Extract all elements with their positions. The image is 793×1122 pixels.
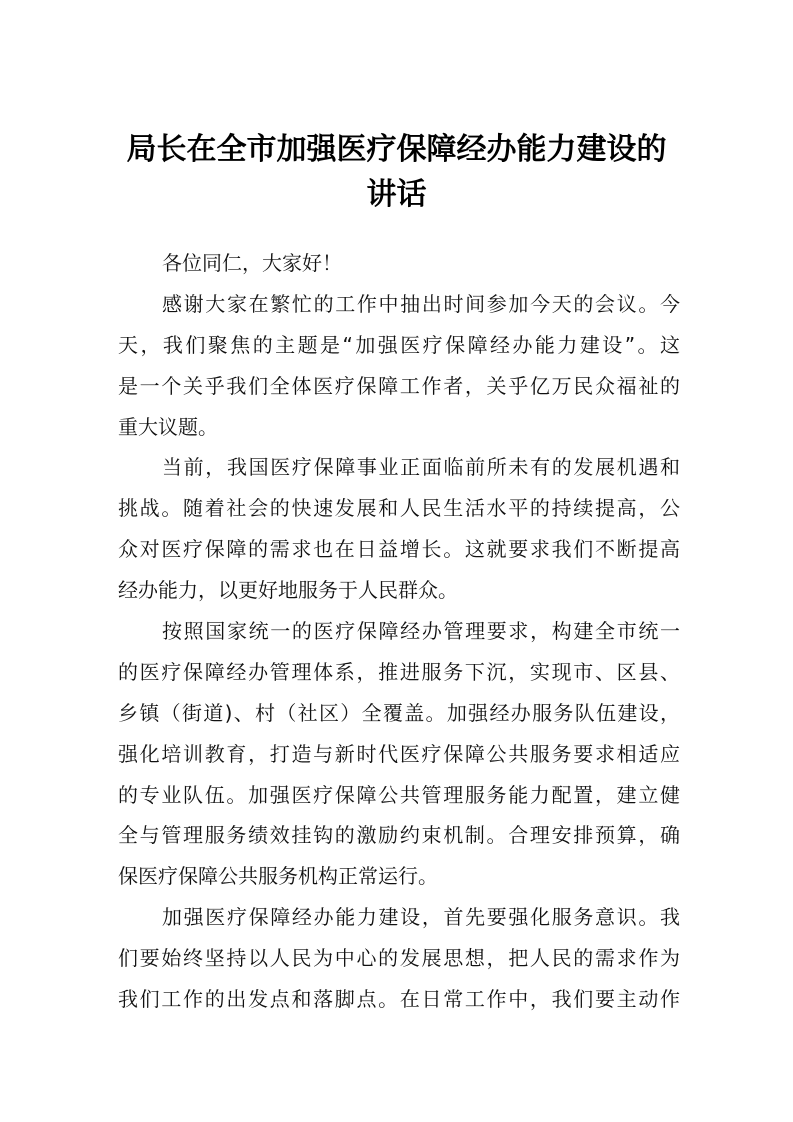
- document-body: [118, 243, 680, 1020]
- paragraph-line: 是一个关乎我们全体医疗保障工作者，关乎亿万民众福祉的: [118, 373, 680, 398]
- paragraph-line: 重大议题。: [118, 414, 218, 439]
- paragraph-line: 全与管理服务绩效挂钩的激励约束机制。合理安排预算，确: [118, 823, 680, 848]
- paragraph-line: 各位同仁，大家好！: [162, 251, 342, 275]
- paragraph: [118, 243, 680, 284]
- paragraph-line: 加强医疗保障经办能力建设，首先要强化服务意识。我: [162, 905, 680, 930]
- paragraph: [118, 284, 680, 448]
- paragraph-line: 我们工作的出发点和落脚点。在日常工作中，我们要主动作: [118, 987, 680, 1012]
- paragraph-line: 感谢大家在繁忙的工作中抽出时间参加今天的会议。今: [162, 291, 680, 316]
- title-line: 讲话: [366, 177, 427, 212]
- paragraph-line: 众对医疗保障的需求也在日益增长。这就要求我们不断提高: [118, 537, 680, 562]
- paragraph-line: 经办能力，以更好地服务于人民群众。: [118, 578, 458, 603]
- paragraph-line: 的专业队伍。加强医疗保障公共管理服务能力配置，建立健: [118, 782, 680, 807]
- title-line: 局长在全市加强医疗保障经办能力建设的: [126, 132, 667, 167]
- paragraph-line: 强化培训教育，打造与新时代医疗保障公共服务要求相适应: [118, 741, 680, 766]
- paragraph: [118, 897, 680, 1020]
- paragraph-line: 乡镇（街道)、村（社区）全覆盖。加强经办服务队伍建设，: [118, 700, 680, 725]
- paragraph: [118, 447, 680, 611]
- paragraph: [118, 611, 680, 897]
- paragraph-line: 保医疗保障公共服务机构正常运行。: [118, 864, 438, 889]
- paragraph-line: 按照国家统一的医疗保障经办管理要求，构建全市统一: [162, 619, 680, 644]
- paragraph-line: 们要始终坚持以人民为中心的发展思想，把人民的需求作为: [118, 946, 680, 971]
- paragraph-line: 当前，我国医疗保障事业正面临前所未有的发展机遇和: [162, 455, 680, 480]
- document-title: [110, 128, 683, 218]
- paragraph-line: 天，我们聚焦的主题是“加强医疗保障经办能力建设”。这: [118, 332, 680, 357]
- paragraph-line: 挑战。随着社会的快速发展和人民生活水平的持续提高，公: [118, 496, 680, 521]
- paragraph-line: 的医疗保障经办管理体系，推进服务下沉，实现市、区县、: [118, 659, 680, 684]
